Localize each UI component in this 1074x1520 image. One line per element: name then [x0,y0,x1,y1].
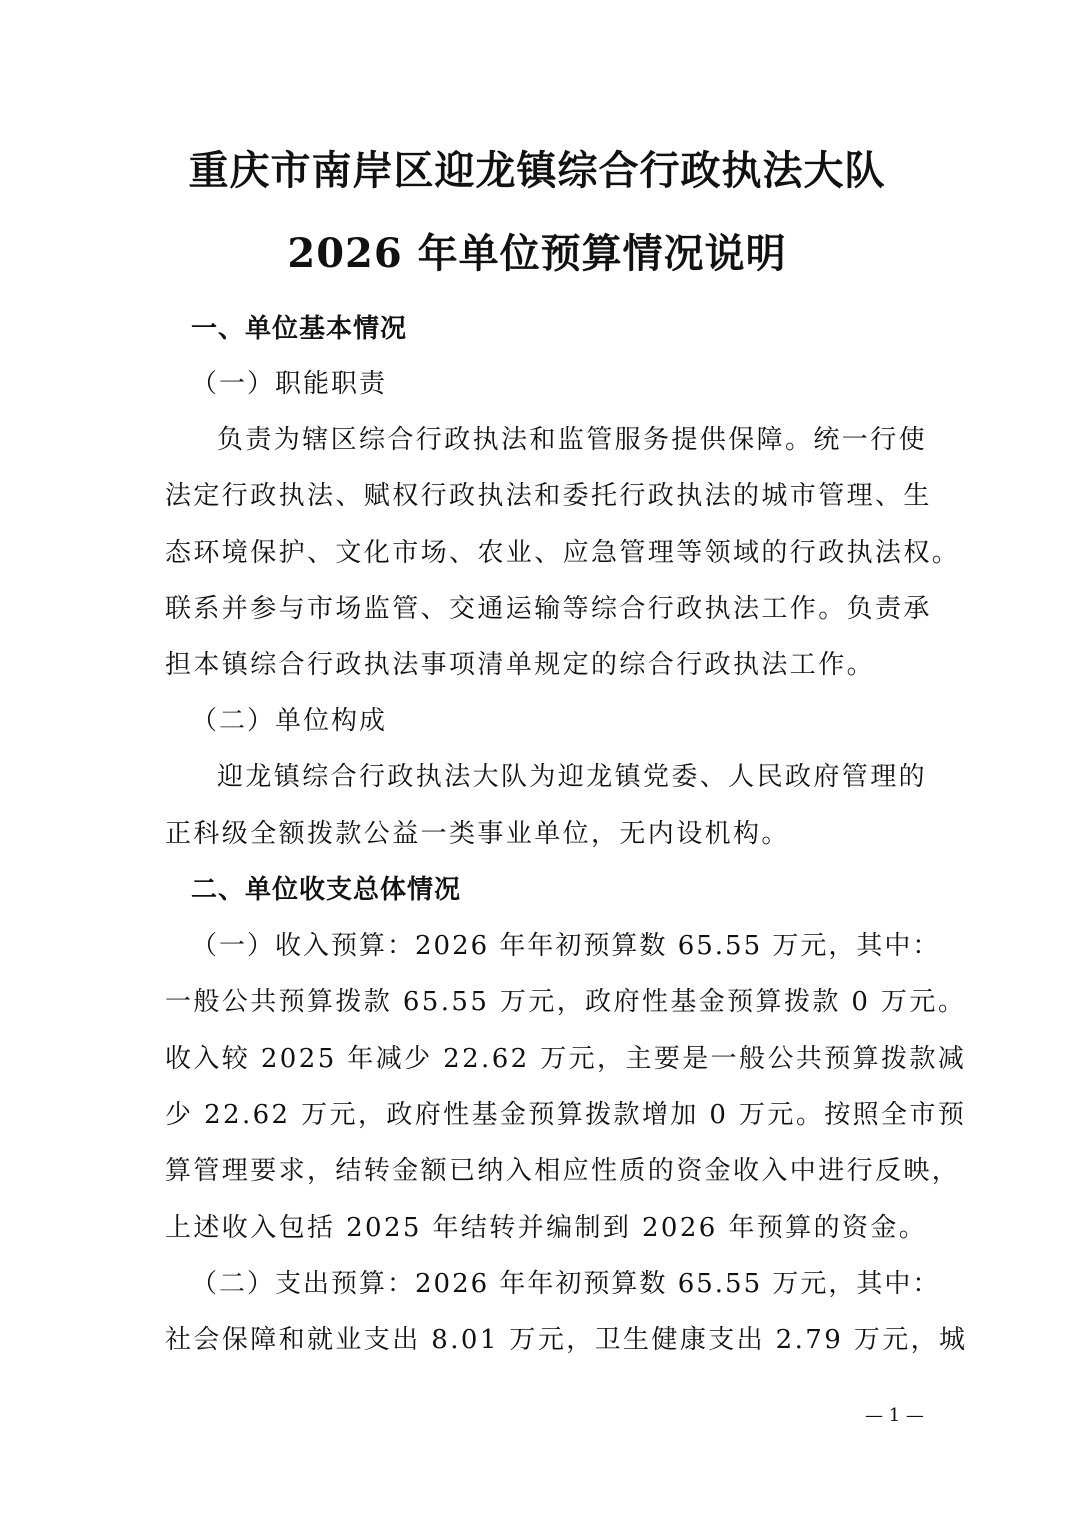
paragraph-line: 法定行政执法、赋权行政执法和委托行政执法的城市管理、生 [165,481,932,511]
paragraph-line: 态环境保护、文化市场、农业、应急管理等领域的行政执法权。 [165,538,961,568]
paragraph-line: 迎龙镇综合行政执法大队为迎龙镇党委、人民政府管理的 [217,762,928,792]
subsection-heading: （二）单位构成 [191,706,388,736]
paragraph-line: 负责为辖区综合行政执法和监管服务提供保障。统一行使 [217,425,928,455]
page-number: — 1 — [865,1405,924,1426]
paragraph-line: 算管理要求，结转金额已纳入相应性质的资金收入中进行反映， [165,1156,961,1186]
paragraph-line: 收入较 2025 年减少 22.62 万元，主要是一般公共预算拨款减 [165,1044,967,1074]
document-title-line-2: 2026 年单位预算情况说明 [287,230,787,277]
subsection-heading: （一）职能职责 [191,369,388,399]
paragraph-line: 正科级全额拨款公益一类事业单位，无内设机构。 [165,819,790,849]
paragraph-line: （二）支出预算：2026 年年初预算数 65.55 万元，其中： [191,1269,941,1299]
section-heading: 二、单位收支总体情况 [191,875,462,905]
paragraph-line: 联系并参与市场监管、交通运输等综合行政执法工作。负责承 [165,594,932,624]
paragraph-line: 一般公共预算拨款 65.55 万元，政府性基金预算拨款 0 万元。 [165,987,967,1017]
paragraph-line: 社会保障和就业支出 8.01 万元，卫生健康支出 2.79 万元，城 [165,1325,968,1355]
paragraph-line: 担本镇综合行政执法事项清单规定的综合行政执法工作。 [165,650,876,680]
section-heading: 一、单位基本情况 [191,314,408,344]
paragraph-line: （一）收入预算：2026 年年初预算数 65.55 万元，其中： [191,931,941,961]
paragraph-line: 上述收入包括 2025 年结转并编制到 2026 年预算的资金。 [165,1213,928,1243]
document-title-line-1: 重庆市南岸区迎龙镇综合行政执法大队 [188,147,886,194]
paragraph-line: 少 22.62 万元，政府性基金预算拨款增加 0 万元。按照全市预 [165,1100,967,1130]
